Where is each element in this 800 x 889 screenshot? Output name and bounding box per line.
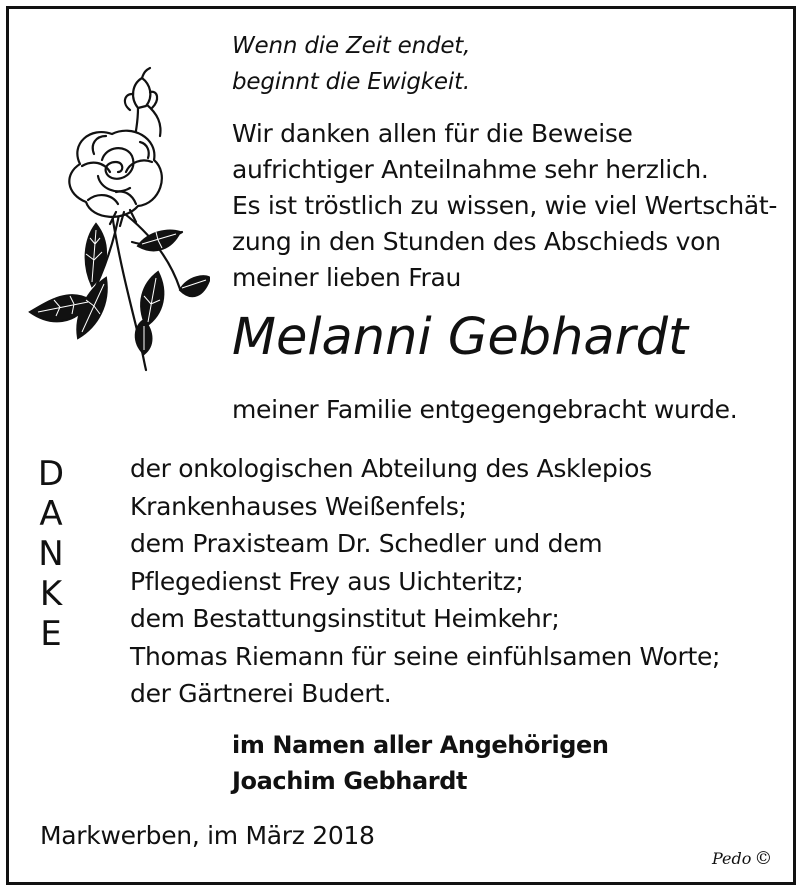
quote [232, 28, 470, 100]
rose-icon [20, 64, 210, 374]
danke-list-line: Pflegedienst Frey aus Uichteritz; [130, 566, 524, 596]
designer-mark-text: Pedo [712, 849, 752, 868]
danke-letter: N [38, 534, 64, 574]
quote-line: beginnt die Ewigkeit. [232, 69, 470, 95]
deceased-name: Melanni Gebhardt [232, 308, 689, 367]
thanks-text [232, 116, 777, 296]
danke-list-line: Krankenhauses Weißenfels; [130, 491, 467, 521]
place-date: Markwerben, im März 2018 [40, 821, 375, 850]
thanks-line: Es ist tröstlich zu wissen, wie viel Wertschät- [232, 191, 778, 220]
family-line: meiner Familie entgegengebracht wurde. [232, 395, 738, 424]
thanks-line: meiner lieben Frau [232, 263, 462, 292]
signature [232, 727, 609, 799]
danke-list-line: der Gärtnerei Budert. [130, 679, 392, 708]
quote-line: Wenn die Zeit endet, [232, 33, 471, 59]
thanks-line: aufrichtiger Anteilnahme sehr herzlich. [232, 155, 709, 184]
danke-letter: D [37, 454, 65, 494]
danke-letter: A [39, 494, 63, 534]
designer-mark [712, 848, 772, 869]
danke-list-line: Thomas Riemann für seine einfühlsamen Worte; [130, 641, 721, 671]
danke-letter: E [40, 614, 62, 654]
copyright-icon: © [754, 848, 773, 869]
danke-list-line: der onkologischen Abteilung des Asklepios [130, 454, 652, 483]
danke-vertical [36, 454, 66, 654]
danke-list [130, 450, 720, 713]
danke-letter: K [39, 574, 63, 614]
danke-list-line: dem Praxisteam Dr. Schedler und dem [130, 529, 603, 558]
thanks-line: Wir danken allen für die Beweise [232, 119, 633, 148]
signature-name: Joachim Gebhardt [232, 767, 468, 795]
thanks-line: zung in den Stunden des Abschieds von [232, 227, 721, 256]
signature-line: im Namen aller Angehörigen [232, 731, 609, 759]
danke-list-line: dem Bestattungsinstitut Heimkehr; [130, 604, 560, 633]
